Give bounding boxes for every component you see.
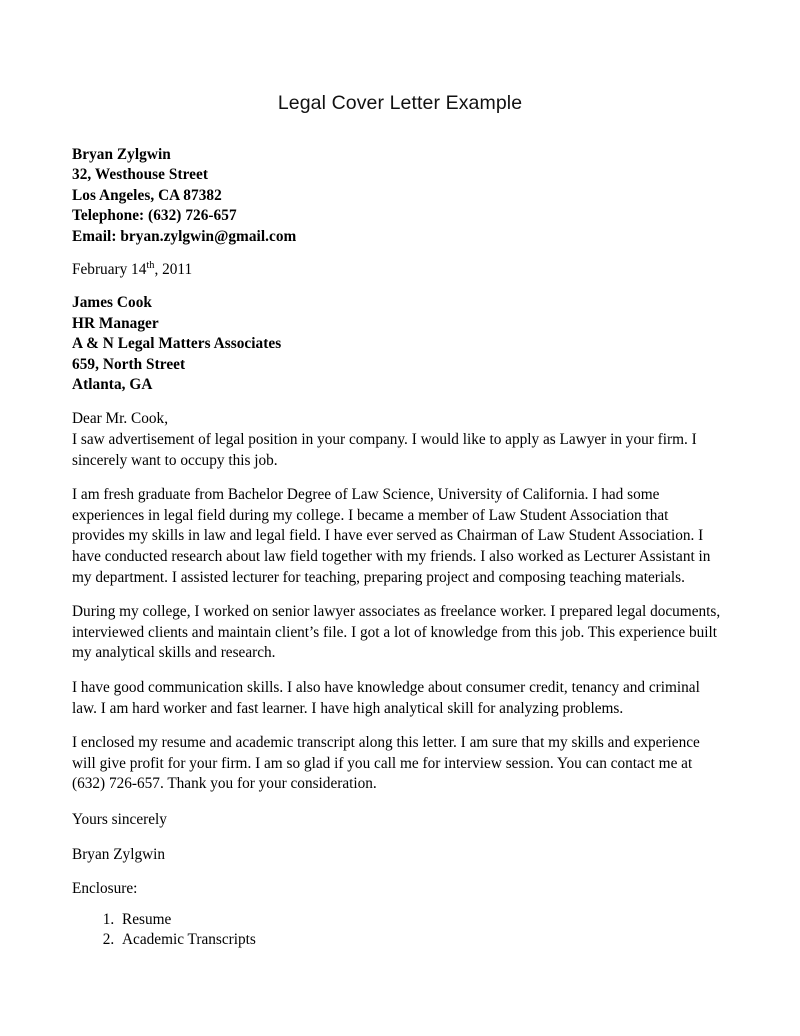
recipient-job-title: HR Manager [72,314,159,332]
recipient-address-block [72,293,722,395]
letter-paragraph: I saw advertisement of legal position in your company. I would like to apply as Lawyer in your firm. I sincerely want to occupy this job. [72,431,697,469]
recipient-company: A & N Legal Matters Associates [72,335,282,353]
recipient-city-state: Atlanta, GA [72,376,153,394]
list-item: 1. Resume [118,910,722,930]
page-title: Legal Cover Letter Example [277,92,523,114]
enclosure-label: Enclosure: [72,880,138,898]
letter-date [72,260,722,280]
sender-street: 32, Westhouse Street [72,166,208,184]
recipient-name: James Cook [72,294,152,312]
sender-address-block [72,145,722,247]
closing-salutation: Yours sincerely [72,810,167,828]
salutation: Dear Mr. Cook, [72,410,169,428]
list-item: 2. Academic Transcripts [118,930,722,950]
letter-paragraph: I am fresh graduate from Bachelor Degree of Law Science, University of California. I had some experiences in legal field during my college. I became a member of Law Student Association that provides my skills in law and legal field. I have ever served as Chairman of Law Student Association. I have conducted research about law field together with my friends. I also worked as Lecturer Assistant in my department. I assisted lecturer for teaching, preparing project and composing teaching materials. [72,486,711,586]
enclosure-list [72,910,722,951]
letter-body [72,145,722,951]
recipient-street: 659, North Street [72,355,186,373]
letter-paragraph: I enclosed my resume and academic transcript along this letter. I am sure that my skills and experience will give profit for your firm. I am so glad if you call me for interview session. You can contact me at (632) 726-657. Thank you for your consideration. [72,734,700,793]
signature-name: Bryan Zylgwin [72,845,166,863]
sender-email: Email: bryan.zylgwin@gmail.com [72,227,297,245]
date-month-day: February 14 [72,261,147,279]
date-ordinal-suffix: th [146,259,155,271]
date-year: , 2011 [154,261,193,279]
letter-paragraph: During my college, I worked on senior lawyer associates as freelance worker. I prepared legal documents, interviewed clients and maintain client’s file. I got a lot of knowledge from this job. This experience built my analytical skills and research. [72,603,721,662]
sender-city-state-zip: Los Angeles, CA 87382 [72,186,222,204]
sender-telephone: Telephone: (632) 726-657 [72,207,237,225]
letter-paragraph: I have good communication skills. I also have knowledge about consumer credit, tenancy and criminal law. I am hard worker and fast learner. I have high analytical skill for analyzing problems. [72,679,700,717]
sender-name: Bryan Zylgwin [72,146,171,163]
